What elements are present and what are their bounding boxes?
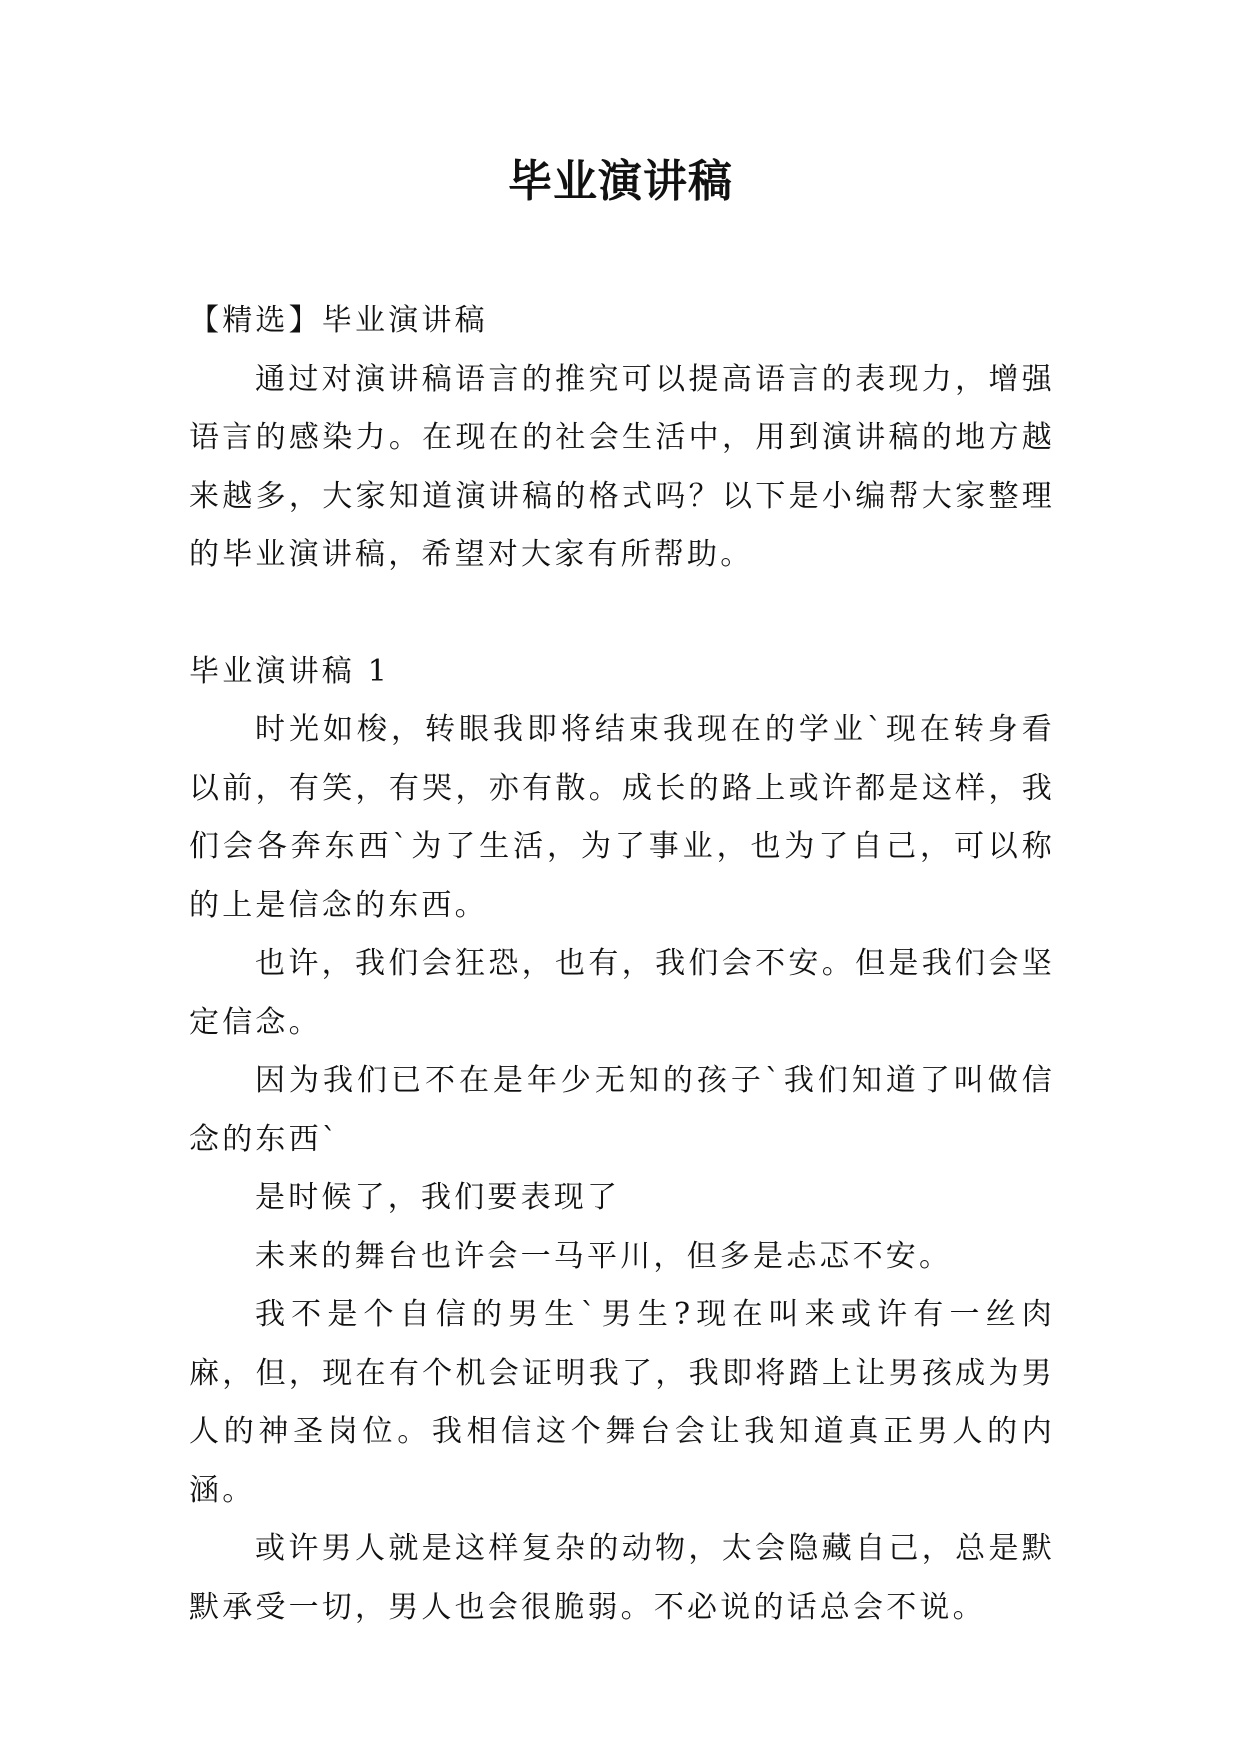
document-body [189, 292, 1055, 1637]
body-paragraph: 或许男人就是这样复杂的动物，太会隐藏自己，总是默默承受一切，男人也会很脆弱。不必说的话总会不说。 [189, 1531, 1055, 1625]
body-paragraph: 我不是个自信的男生`男生?现在叫来或许有一丝肉麻，但，现在有个机会证明我了，我即将踏上让男孩成为男人的神圣岗位。我相信这个舞台会让我知道真正男人的内涵。 [189, 1297, 1055, 1508]
document-title: 毕业演讲稿 [508, 156, 733, 207]
body-paragraph: 时光如梭，转眼我即将结束我现在的学业`现在转身看以前，有笑，有哭，亦有散。成长的路上或许都是这样，我们会各奔东西`为了生活，为了事业，也为了自己，可以称的上是信念的东西。 [189, 712, 1055, 923]
body-paragraph: 是时候了，我们要表现了 [255, 1180, 621, 1215]
body-paragraph: 未来的舞台也许会一马平川，但多是忐忑不安。 [255, 1238, 953, 1274]
section-heading: 毕业演讲稿 1 [189, 653, 391, 689]
document-subtitle: 【精选】毕业演讲稿 [189, 303, 488, 338]
body-paragraph: 也许，我们会狂恐，也有，我们会不安。但是我们会坚定信念。 [189, 946, 1055, 1040]
body-paragraph: 因为我们已不在是年少无知的孩子`我们知道了叫做信念的东西` [189, 1063, 1055, 1157]
intro-paragraph: 通过对演讲稿语言的推究可以提高语言的表现力，增强语言的感染力。在现在的社会生活中，用到演讲稿的地方越来越多，大家知道演讲稿的格式吗？以下是小编帮大家整理的毕业演讲稿，希望对大家有所帮助。 [189, 361, 1055, 572]
